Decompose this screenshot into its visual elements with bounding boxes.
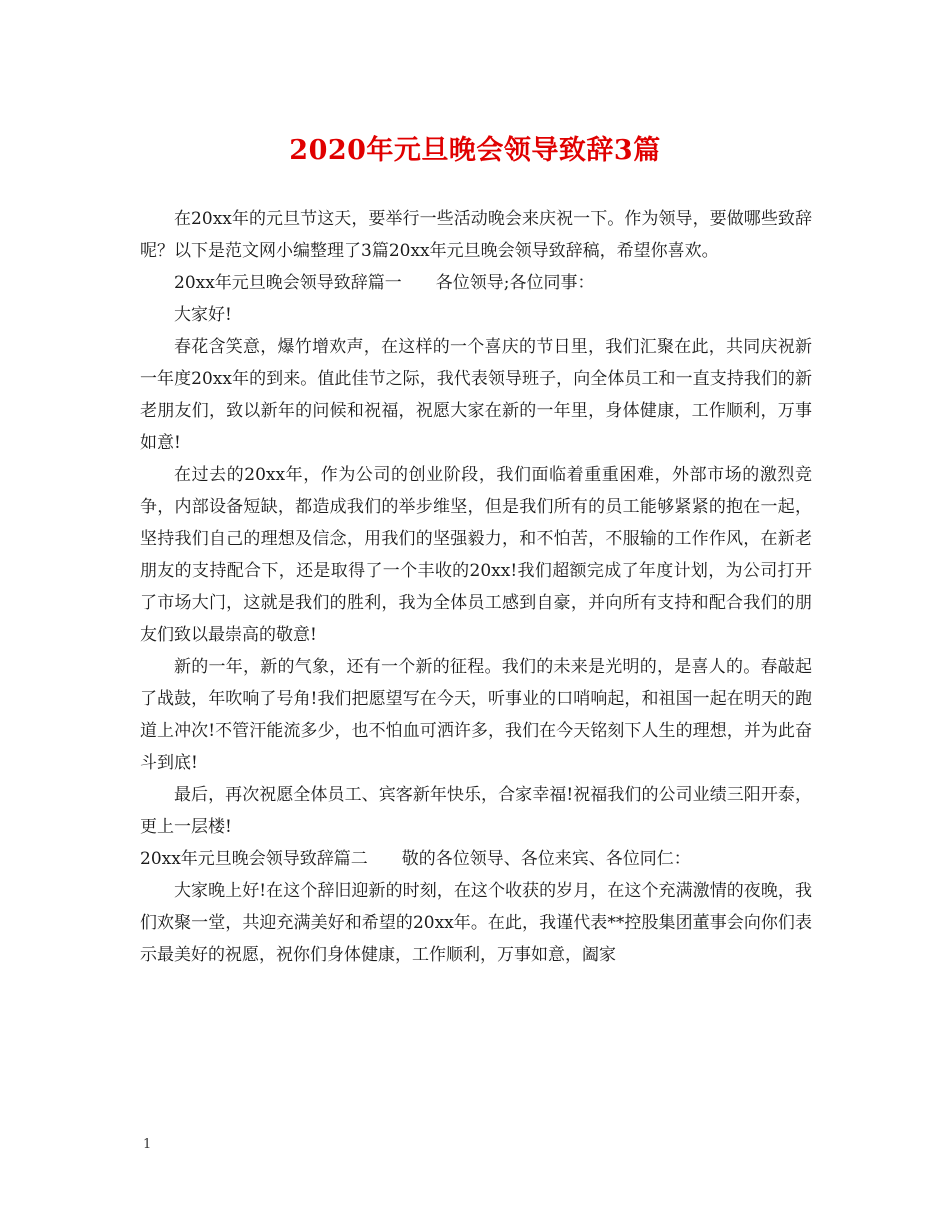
- section-heading-1: 20xx年元旦晚会领导致辞篇一 各位领导;各位同事：: [174, 273, 595, 293]
- document-title: 2020年元旦晚会领导致辞3篇: [289, 135, 661, 166]
- body-paragraph: 在过去的20xx年，作为公司的创业阶段，我们面临着重重困难，外部市场的激烈竞争，内部设备短缺，都造成我们的举步维坚，但是我们所有的员工能够紧紧的抱在一起，坚持我们自己的理想及信念，用我们的坚强毅力，和不怕苦，不服输的工作作风，在新老朋友的支持配合下，还是取得了一个丰收的20xx!我们超额完成了年度计划，为公司打开了市场大门，这就是我们的胜利，我为全体员工感到自豪，并向所有支持和配合我们的朋友们致以最崇高的敬意!: [140, 465, 812, 645]
- section-heading-2: 20xx年元旦晚会领导致辞篇二 敬的各位领导、各位来宾、各位同仁：: [140, 849, 691, 869]
- greeting-paragraph: 大家好!: [174, 305, 232, 325]
- body-paragraph: 新的一年，新的气象，还有一个新的征程。我们的未来是光明的，是喜人的。春敲起了战鼓，年吹响了号角!我们把愿望写在今天，听事业的口哨响起，和祖国一起在明天的跑道上冲次!不管汗能流多少，也不怕血可洒许多，我们在今天铭刻下人生的理想，并为此奋斗到底!: [140, 657, 812, 773]
- body-paragraph: 大家晚上好!在这个辞旧迎新的时刻，在这个收获的岁月，在这个充满激情的夜晚，我们欢聚一堂，共迎充满美好和希望的20xx年。在此，我谨代表**控股集团董事会向你们表示最美好的祝愿，祝你们身体健康，工作顺利，万事如意，阖家: [140, 881, 812, 965]
- document-body: [140, 203, 812, 971]
- body-paragraph: 最后，再次祝愿全体员工、宾客新年快乐，合家幸福!祝福我们的公司业绩三阳开泰，更上一层楼!: [140, 785, 812, 837]
- intro-paragraph: 在20xx年的元旦节这天，要举行一些活动晚会来庆祝一下。作为领导，要做哪些致辞呢？以下是范文网小编整理了3篇20xx年元旦晚会领导致辞稿，希望你喜欢。: [140, 209, 812, 261]
- body-paragraph: 春花含笑意，爆竹增欢声，在这样的一个喜庆的节日里，我们汇聚在此，共同庆祝新一年度20xx年的到来。值此佳节之际，我代表领导班子，向全体员工和一直支持我们的新老朋友们，致以新年的问候和祝福，祝愿大家在新的一年里，身体健康，工作顺利，万事如意!: [140, 337, 812, 453]
- page-number: 1: [143, 1137, 152, 1152]
